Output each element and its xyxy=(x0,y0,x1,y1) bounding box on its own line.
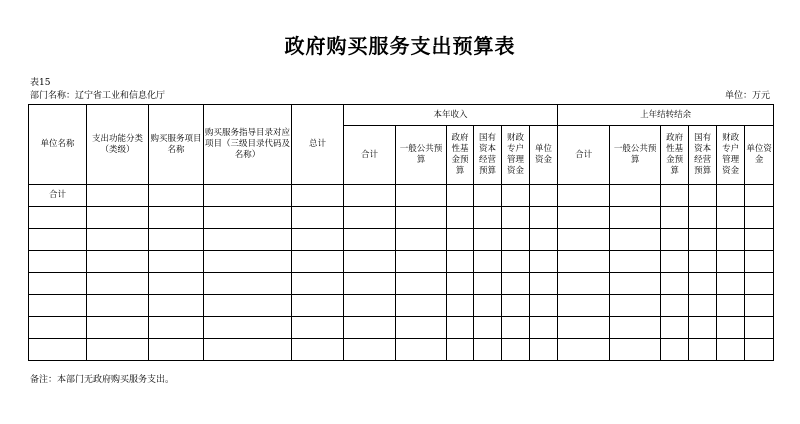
table-cell xyxy=(717,229,745,251)
table-cell xyxy=(558,295,610,317)
table-cell xyxy=(447,273,474,295)
table-row xyxy=(29,339,774,361)
table-cell xyxy=(530,185,558,207)
table-cell xyxy=(204,207,292,229)
table-cell xyxy=(689,273,717,295)
department-name: 部门名称：辽宁省工业和信息化厅 xyxy=(30,91,166,101)
header-subtotal: 合计 xyxy=(344,126,396,185)
table-cell xyxy=(689,207,717,229)
table-cell xyxy=(661,273,689,295)
table-cell xyxy=(661,229,689,251)
table-cell xyxy=(87,229,149,251)
table-cell xyxy=(344,229,396,251)
table-cell xyxy=(502,317,530,339)
table-cell xyxy=(87,339,149,361)
table-cell xyxy=(292,185,344,207)
table-cell xyxy=(204,317,292,339)
header-service-item: 购买服务项目名称 xyxy=(149,105,204,185)
table-cell xyxy=(396,339,447,361)
table-cell xyxy=(29,295,87,317)
table-cell xyxy=(292,251,344,273)
table-cell xyxy=(87,295,149,317)
table-cell xyxy=(717,317,745,339)
table-cell xyxy=(204,251,292,273)
table-cell xyxy=(474,273,502,295)
table-cell xyxy=(87,317,149,339)
table-cell xyxy=(745,339,774,361)
table-cell xyxy=(29,273,87,295)
table-cell xyxy=(610,229,661,251)
table-cell xyxy=(474,229,502,251)
table-cell xyxy=(610,207,661,229)
table-cell xyxy=(610,251,661,273)
table-cell xyxy=(558,207,610,229)
header-total: 总计 xyxy=(292,105,344,185)
table-cell xyxy=(530,251,558,273)
table-cell xyxy=(204,185,292,207)
table-cell xyxy=(204,339,292,361)
table-cell xyxy=(87,207,149,229)
table-cell xyxy=(502,339,530,361)
header-fiscal-special: 财政专户管理资金 xyxy=(502,126,530,185)
table-cell xyxy=(29,251,87,273)
table-cell xyxy=(396,207,447,229)
table-cell xyxy=(447,185,474,207)
footnote: 备注：本部门无政府购买服务支出。 xyxy=(30,375,175,385)
header-this-year-income: 本年收入 xyxy=(344,105,558,126)
table-cell xyxy=(29,339,87,361)
table-cell xyxy=(745,317,774,339)
header-general-budget: 一般公共预算 xyxy=(396,126,447,185)
table-cell xyxy=(292,229,344,251)
table-cell xyxy=(661,295,689,317)
table-cell xyxy=(745,185,774,207)
table-cell xyxy=(610,185,661,207)
table-cell: 合计 xyxy=(29,185,87,207)
table-cell xyxy=(745,295,774,317)
table-cell xyxy=(447,229,474,251)
table-body xyxy=(29,185,774,361)
table-cell xyxy=(149,185,204,207)
table-cell xyxy=(149,295,204,317)
table-cell xyxy=(610,295,661,317)
header-subtotal: 合计 xyxy=(558,126,610,185)
table-cell xyxy=(344,251,396,273)
table-cell xyxy=(87,185,149,207)
table-row xyxy=(29,207,774,229)
header-state-capital: 国有资本经营预算 xyxy=(689,126,717,185)
table-cell xyxy=(447,295,474,317)
table-cell xyxy=(447,251,474,273)
table-cell xyxy=(204,295,292,317)
table-cell xyxy=(29,229,87,251)
table-cell xyxy=(344,207,396,229)
header-unit-funds: 单位资金 xyxy=(530,126,558,185)
budget-table xyxy=(28,104,774,361)
table-cell xyxy=(717,295,745,317)
table-cell xyxy=(502,273,530,295)
table-cell xyxy=(610,339,661,361)
table-cell xyxy=(292,339,344,361)
table-cell xyxy=(661,207,689,229)
table-cell xyxy=(149,273,204,295)
table-cell xyxy=(149,207,204,229)
table-cell xyxy=(558,229,610,251)
table-cell xyxy=(344,317,396,339)
table-cell xyxy=(530,339,558,361)
table-cell xyxy=(344,273,396,295)
table-cell xyxy=(661,317,689,339)
table-cell xyxy=(558,251,610,273)
table-cell xyxy=(396,229,447,251)
table-cell xyxy=(292,317,344,339)
header-guide-item: 购买服务指导目录对应项目（三级目录代码及名称） xyxy=(204,105,292,185)
table-row xyxy=(29,295,774,317)
table-cell xyxy=(474,207,502,229)
table-cell xyxy=(149,251,204,273)
table-cell xyxy=(149,229,204,251)
table-cell xyxy=(204,229,292,251)
table-cell xyxy=(530,229,558,251)
table-cell xyxy=(474,251,502,273)
table-cell xyxy=(502,185,530,207)
table-cell xyxy=(530,317,558,339)
table-cell xyxy=(558,273,610,295)
header-gov-fund: 政府性基金预算 xyxy=(447,126,474,185)
table-cell xyxy=(717,207,745,229)
table-row xyxy=(29,229,774,251)
table-row xyxy=(29,317,774,339)
table-cell xyxy=(149,339,204,361)
table-cell xyxy=(745,251,774,273)
table-cell xyxy=(717,251,745,273)
table-row xyxy=(29,185,774,207)
table-cell xyxy=(502,229,530,251)
header-unit-name: 单位名称 xyxy=(29,105,87,185)
table-cell xyxy=(292,295,344,317)
table-cell xyxy=(344,185,396,207)
table-cell xyxy=(717,185,745,207)
table-cell xyxy=(610,317,661,339)
table-cell xyxy=(717,339,745,361)
table-row xyxy=(29,273,774,295)
table-cell xyxy=(292,273,344,295)
table-cell xyxy=(87,251,149,273)
header-state-capital: 国有资本经营预算 xyxy=(474,126,502,185)
table-cell xyxy=(745,229,774,251)
table-cell xyxy=(530,207,558,229)
table-cell xyxy=(610,273,661,295)
table-cell xyxy=(474,185,502,207)
table-cell xyxy=(149,317,204,339)
table-cell xyxy=(447,207,474,229)
table-cell xyxy=(530,273,558,295)
page-title: 政府购买服务支出预算表 xyxy=(284,34,516,58)
table-cell xyxy=(344,295,396,317)
table-cell xyxy=(558,317,610,339)
table-cell xyxy=(558,339,610,361)
table-cell xyxy=(745,207,774,229)
table-cell xyxy=(396,273,447,295)
table-cell xyxy=(474,339,502,361)
table-row xyxy=(29,251,774,273)
table-number: 表15 xyxy=(30,78,51,88)
table-cell xyxy=(396,185,447,207)
table-cell xyxy=(447,339,474,361)
table-cell xyxy=(661,339,689,361)
header-unit-funds: 单位资金 xyxy=(745,126,774,185)
table-cell xyxy=(661,251,689,273)
table-cell xyxy=(447,317,474,339)
table-cell xyxy=(396,251,447,273)
table-cell xyxy=(689,295,717,317)
table-cell xyxy=(396,317,447,339)
table-cell xyxy=(689,339,717,361)
header-function-class: 支出功能分类（类级） xyxy=(87,105,149,185)
table-cell xyxy=(689,317,717,339)
header-general-budget: 一般公共预算 xyxy=(610,126,661,185)
table-cell xyxy=(292,207,344,229)
header-fiscal-special: 财政专户管理资金 xyxy=(717,126,745,185)
header-carryover: 上年结转结余 xyxy=(558,105,774,126)
table-cell xyxy=(204,273,292,295)
table-cell xyxy=(530,295,558,317)
unit-label: 单位：万元 xyxy=(724,91,770,101)
table-cell xyxy=(745,273,774,295)
table-cell xyxy=(87,273,149,295)
table-cell xyxy=(29,207,87,229)
table-cell xyxy=(661,185,689,207)
header-gov-fund: 政府性基金预算 xyxy=(661,126,689,185)
table-cell xyxy=(689,185,717,207)
table-cell xyxy=(689,251,717,273)
table-cell xyxy=(558,185,610,207)
table-cell xyxy=(689,229,717,251)
table-cell xyxy=(29,317,87,339)
table-cell xyxy=(502,251,530,273)
table-cell xyxy=(502,207,530,229)
table-cell xyxy=(717,273,745,295)
table-cell xyxy=(344,339,396,361)
table-cell xyxy=(502,295,530,317)
table-cell xyxy=(396,295,447,317)
table-cell xyxy=(474,295,502,317)
table-cell xyxy=(474,317,502,339)
